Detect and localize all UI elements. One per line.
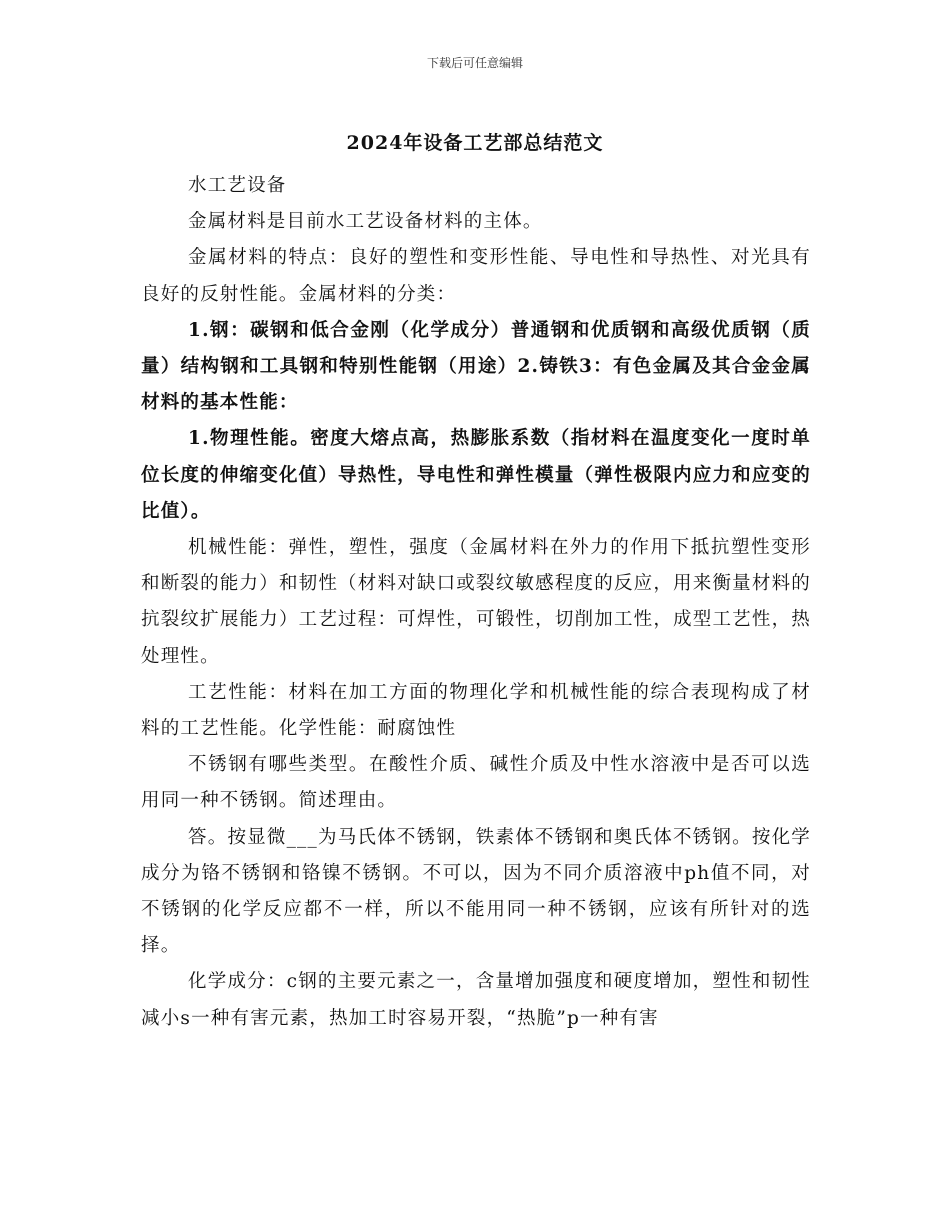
paragraph: 水工艺设备: [188, 175, 287, 196]
paragraph: 化学成分：c钢的主要元素之一，含量增加强度和硬度增加，塑性和韧性减小s一种有害元素，热加工时容易开裂，“热脆”p一种有害: [141, 971, 811, 1029]
paragraph: 答。按显微___为马氏体不锈钢，铁素体不锈钢和奥氏体不锈钢。按化学成分为铬不锈钢和铬镍不锈钢。不可以，因为不同介质溶液中ph值不同，对不锈钢的化学反应都不一样，所以不能用同一种不锈钢，应该有所针对的选择。: [141, 826, 811, 957]
document-title: 2024年设备工艺部总结范文: [346, 132, 604, 154]
paragraph: 不锈钢有哪些类型。在酸性介质、碱性介质及中性水溶液中是否可以选用同一种不锈钢。简述理由。: [141, 754, 811, 812]
document-body: [141, 168, 811, 1037]
paragraph: 工艺性能：材料在加工方面的物理化学和机械性能的综合表现构成了材料的工艺性能。化学性能：耐腐蚀性: [141, 681, 811, 740]
paragraph: 金属材料是目前水工艺设备材料的主体。: [188, 211, 543, 233]
paragraph: 机械性能：弹性，塑性，强度（金属材料在外力的作用下抵抗塑性变形和断裂的能力）和韧性（材料对缺口或裂纹敏感程度的反应，用来衡量材料的抗裂纹扩展能力）工艺过程：可焊性，可锻性，切削加工性，成型工艺性，热处理性。: [141, 537, 811, 667]
header-note: 下载后可任意编辑: [426, 56, 523, 70]
paragraph: 金属材料的特点：良好的塑性和变形性能、导电性和导热性、对光具有良好的反射性能。金属材料的分类：: [141, 247, 811, 305]
paragraph-bold: 1.钢：碳钢和低合金刚（化学成分）普通钢和优质钢和高级优质钢（质量）结构钢和工具钢和特别性能钢（用途）2.铸铁3：有色金属及其合金金属材料的基本性能：: [141, 319, 811, 414]
paragraph-bold: 1.物理性能。密度大熔点高，热膨胀系数（指材料在温度变化一度时单位长度的伸缩变化值）导热性，导电性和弹性模量（弹性极限内应力和应变的比值）。: [141, 428, 811, 522]
